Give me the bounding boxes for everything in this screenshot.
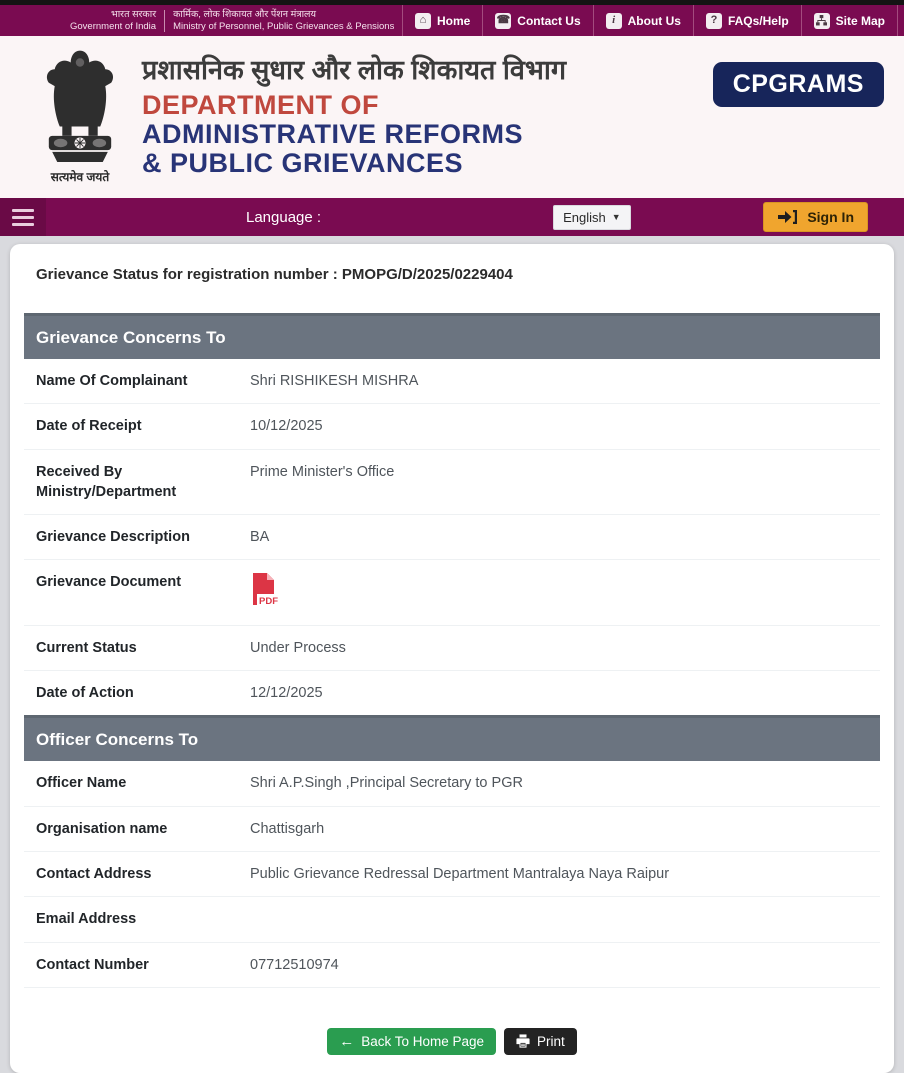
row-label: Organisation name	[36, 820, 168, 837]
table-row-contact-number	[24, 943, 880, 988]
print-label: Print	[537, 1033, 565, 1049]
row-label: Email Address	[36, 911, 137, 928]
section-header-officer-concerns: Officer Concerns To	[24, 715, 880, 761]
row-value: Shri RISHIKESH MISHRA	[250, 373, 419, 389]
row-label: Grievance Document	[36, 574, 182, 591]
row-value: Shri A.P.Singh ,Principal Secretary to PGR	[250, 775, 523, 792]
printer-icon	[516, 1034, 530, 1048]
nav-contact-us[interactable]	[482, 5, 592, 36]
back-to-home-button[interactable]	[327, 1028, 496, 1055]
table-row-current-status	[24, 626, 880, 671]
nav-home[interactable]	[402, 5, 482, 36]
row-label: Contact Address	[36, 865, 152, 882]
ashoka-emblem-icon	[37, 49, 123, 167]
phone-icon: ☎	[495, 13, 511, 29]
hamburger-menu-icon[interactable]	[0, 198, 46, 236]
language-label: Language :	[246, 208, 322, 226]
row-value: 07712510974	[250, 956, 339, 973]
top-nav-links	[402, 5, 898, 36]
table-row-email-address	[24, 897, 880, 942]
sign-in-label: Sign In	[807, 209, 854, 225]
row-label: Received By Ministry/Department	[36, 463, 177, 500]
masthead	[0, 36, 904, 198]
row-value	[250, 572, 868, 612]
sign-in-arrow-icon	[777, 209, 798, 225]
row-value: Prime Minister's Office	[250, 463, 395, 480]
home-icon: ⌂	[415, 13, 431, 29]
table-row-date-of-action	[24, 671, 880, 715]
public-grievances-text: & PUBLIC GRIEVANCES	[142, 148, 464, 179]
chevron-down-icon: ▼	[611, 212, 621, 222]
cpgrams-logo: CPGRAMS	[713, 62, 884, 107]
nav-faqs-help[interactable]	[693, 5, 801, 36]
row-value: Chattisgarh	[250, 820, 325, 837]
row-label: Date of Receipt	[36, 418, 142, 435]
sitemap-icon	[814, 13, 830, 29]
info-icon: i	[606, 13, 622, 29]
nav-contact-label: Contact Us	[517, 13, 581, 28]
table-row-date-of-receipt	[24, 404, 880, 449]
row-value: BA	[250, 529, 270, 546]
government-identity	[70, 9, 394, 33]
divider	[164, 10, 165, 32]
row-value: 10/12/2025	[250, 418, 323, 435]
grievance-status-card	[10, 244, 894, 1073]
print-button[interactable]	[504, 1028, 577, 1055]
row-label: Grievance Description	[36, 529, 190, 546]
nav-about-label: About Us	[627, 13, 681, 28]
row-label: Name Of Complainant	[36, 373, 188, 389]
page-title: Grievance Status for registration number : PMOPG/D/2025/0229404	[36, 266, 513, 283]
table-row-received-by-ministry	[24, 450, 880, 516]
nav-home-label: Home	[436, 13, 471, 28]
table-row-officer-name	[24, 761, 880, 806]
nav-faq-label: FAQs/Help	[727, 13, 789, 28]
svg-text:PDF: PDF	[259, 596, 278, 607]
question-icon: ?	[706, 13, 722, 29]
administrative-reforms-text: ADMINISTRATIVE REFORMS	[142, 119, 523, 149]
language-dropdown[interactable]	[553, 205, 631, 230]
ministry-hindi: कार्मिक, लोक शिकायत और पेंशन मंत्रालय	[173, 8, 316, 20]
govt-english: Government of India	[70, 20, 157, 32]
emblem-motto: सत्यमेव जयते	[50, 170, 110, 184]
nav-site-map[interactable]	[801, 5, 898, 36]
footer-actions	[24, 1028, 880, 1055]
main-navbar	[0, 198, 904, 236]
table-row-grievance-document	[24, 560, 880, 625]
pdf-file-icon[interactable]	[250, 572, 280, 612]
government-of-india	[70, 9, 156, 33]
department-titles	[142, 56, 566, 179]
table-row-organisation-name	[24, 807, 880, 852]
national-emblem	[26, 49, 134, 185]
left-arrow-icon: ←	[339, 1032, 355, 1050]
row-label: Contact Number	[36, 956, 149, 973]
row-label: Current Status	[36, 639, 137, 656]
department-of-text: DEPARTMENT OF	[142, 89, 379, 120]
row-value: Under Process	[250, 639, 346, 656]
language-selected-value: English	[563, 209, 606, 225]
govt-hindi: भारत सरकार	[111, 8, 157, 20]
row-value: 12/12/2025	[250, 685, 323, 702]
table-row-grievance-description	[24, 515, 880, 560]
row-label: Officer Name	[36, 775, 127, 792]
section-header-grievance-concerns: Grievance Concerns To	[24, 313, 880, 359]
ministry-name	[173, 9, 394, 33]
row-label: Date of Action	[36, 685, 134, 702]
sign-in-button[interactable]	[763, 202, 868, 232]
government-topbar	[0, 5, 904, 36]
department-title-hindi: प्रशासनिक सुधार और लोक शिकायत विभाग	[142, 54, 567, 85]
back-to-home-label: Back To Home Page	[361, 1033, 485, 1049]
ministry-english: Ministry of Personnel, Public Grievances & Pensions	[173, 20, 395, 32]
nav-sitemap-label: Site Map	[835, 13, 885, 28]
table-row-name-of-complainant	[24, 359, 880, 404]
table-row-contact-address	[24, 852, 880, 897]
row-value: Public Grievance Redressal Department Mantralaya Naya Raipur	[250, 865, 670, 882]
nav-about-us[interactable]	[593, 5, 693, 36]
